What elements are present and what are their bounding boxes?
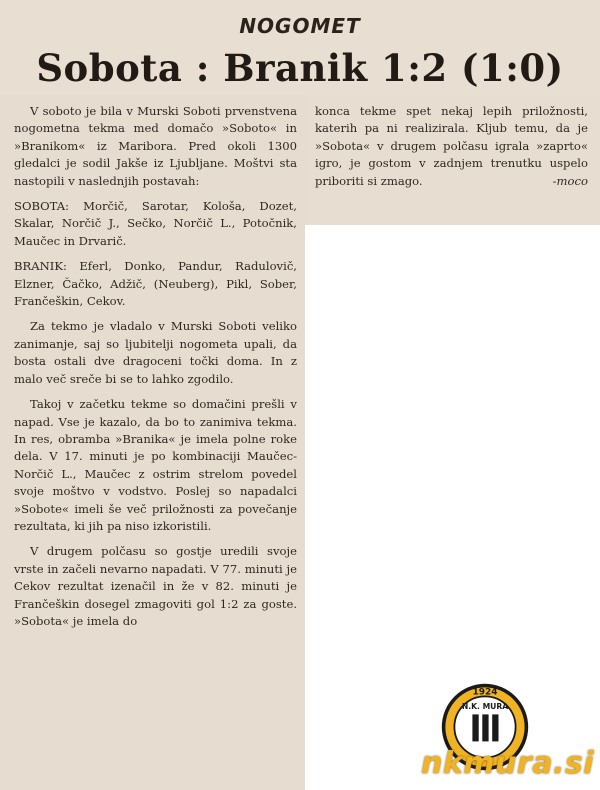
paragraph-continuation [315, 103, 588, 190]
paragraph-lineup-sobota: SOBOTA: Morčič, Sarotar, Kološa, Dozet, Skalar, Norčič J., Sečko, Norčič L., Potočnik, Maučec in Drvarič. [14, 199, 297, 248]
author-signature: -moco [552, 173, 588, 188]
section-kicker: NOGOMET [239, 14, 361, 38]
site-watermark: nkmura.si [420, 746, 594, 781]
article-left-column [14, 103, 297, 638]
article-headline: Sobota : Branik 1:2 (1:0) [36, 46, 564, 90]
paragraph-lineup-branik: BRANIK: Eferl, Donko, Pandur, Radulovič, Elzner, Čačko, Adžič, (Neuberg), Pikl, Sober, Frančeškin, Cekov. [14, 259, 297, 309]
article-right-column [315, 103, 588, 198]
paragraph-first-half: Takoj v začetku tekme so domačini prešli v napad. Vse je kazalo, da bo to zanimiva tekma. In res, obramba »Branika« je imela polne roke dela. V 17. minuti je po kombinaciji Maučec-Norčič L., Maučec z ostrim strelom povedel svoje moštvo v vodstvo. Poslej so napadalci »Sobote« imeli še več priložnosti za povečanje rezultata, ki jih pa niso izkoristili. [14, 397, 297, 533]
paragraph-interest: Za tekmo je vladalo v Murski Soboti veliko zanimanje, saj so ljubitelji nogometa upali, da bosta ostali dve dragoceni točki doma. In z malo več sreče bi se to lahko zgodilo. [14, 319, 297, 386]
logo-club-name: N.K. MURA [461, 702, 509, 711]
logo-year: 1924 [472, 687, 498, 698]
paragraph-intro: V soboto je bila v Murski Soboti prvenstvena nogometna tekma med domačo »Soboto« in »Branikom« iz Maribora. Pred okoli 1300 gledalci je sodil Jakše iz Ljubljane. Moštvi sta nastopili v naslednjih postavah: [14, 104, 297, 188]
paragraph-second-half: V drugem polčasu so gostje uredili svoje vrste in začeli nevarno napadati. V 77. minuti je Cekov rezultat izenačil in že v 82. minuti je Frančeškin dosegel zmagoviti gol 1:2 za goste. »Sobota« je imela do [14, 544, 297, 628]
continuation-text: konca tekme spet nekaj lepih priložnosti, katerih pa ni realizirala. Kljub temu, da je »Sobota« v drugem polčasu igrala »zaprto« igro, je gostom v zadnjem trenutku uspelo priboriti si zmago. [315, 104, 588, 188]
